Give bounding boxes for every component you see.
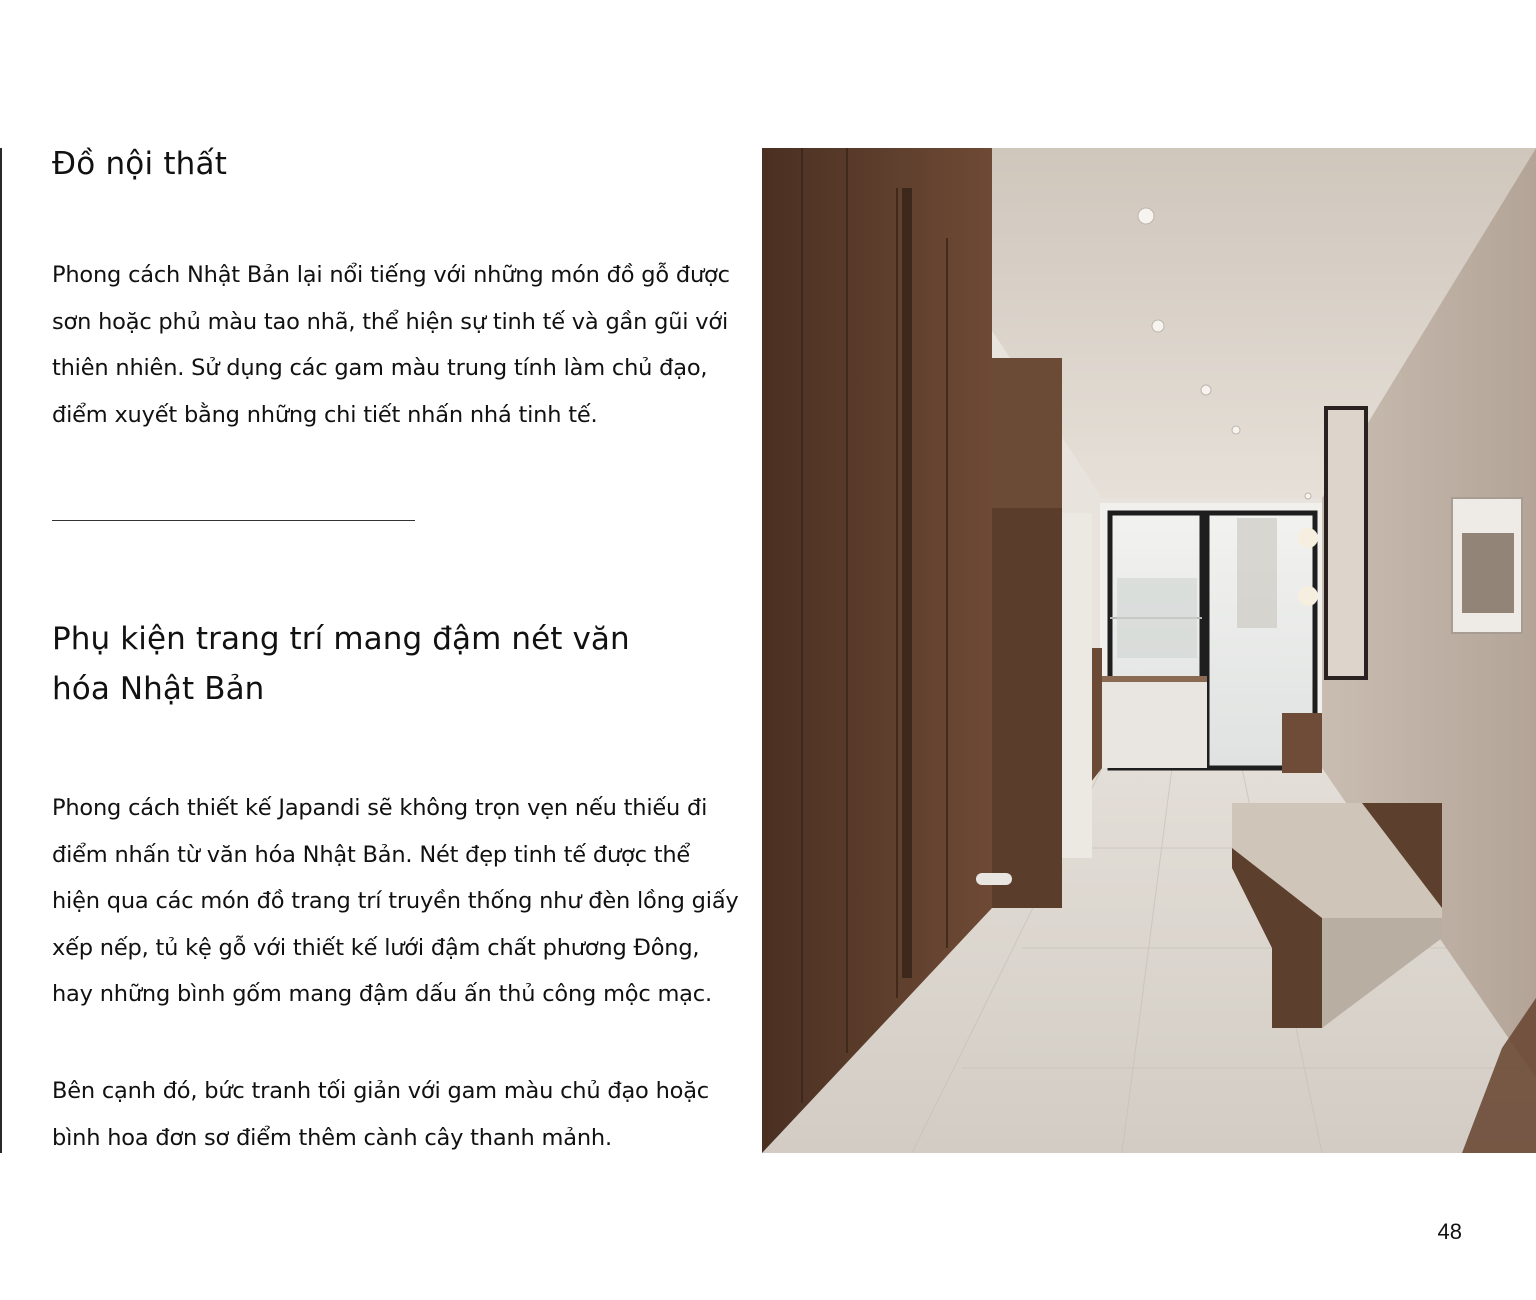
page-number: 48 <box>1437 1219 1462 1244</box>
section-heading-accessories: Phụ kiện trang trí mang đậm nét văn hóa Nhật Bản <box>52 621 630 707</box>
left-margin-rule <box>0 148 2 1153</box>
section-divider <box>52 520 415 521</box>
hallway-interior-photo <box>762 148 1536 1153</box>
furniture-paragraph: Phong cách Nhật Bản lại nổi tiếng với những món đồ gỗ được sơn hoặc phủ màu tao nhã, thể hiện sự tinh tế và gần gũi với thiên nhiên. Sử dụng các gam màu trung tính làm chủ đạo, điểm xuyết bằng những chi tiết nhấn nhá tinh tế. <box>52 262 730 428</box>
accessories-paragraph-2: Bên cạnh đó, bức tranh tối giản với gam màu chủ đạo hoặc bình hoa đơn sơ điểm thêm cành cây thanh mảnh. <box>52 1078 709 1151</box>
accessories-paragraph: Phong cách thiết kế Japandi sẽ không trọn vẹn nếu thiếu đi điểm nhấn từ văn hóa Nhật Bản. Nét đẹp tinh tế được thể hiện qua các món đồ trang trí truyền thống như đèn lồng giấy xếp nếp, tủ kệ gỗ với thiết kế lưới đậm chất phương Đông, hay những bình gốm mang đậm dấu ấn thủ công mộc mạc. <box>52 795 739 1007</box>
section-heading-furniture: Đồ nội thất <box>52 146 228 182</box>
